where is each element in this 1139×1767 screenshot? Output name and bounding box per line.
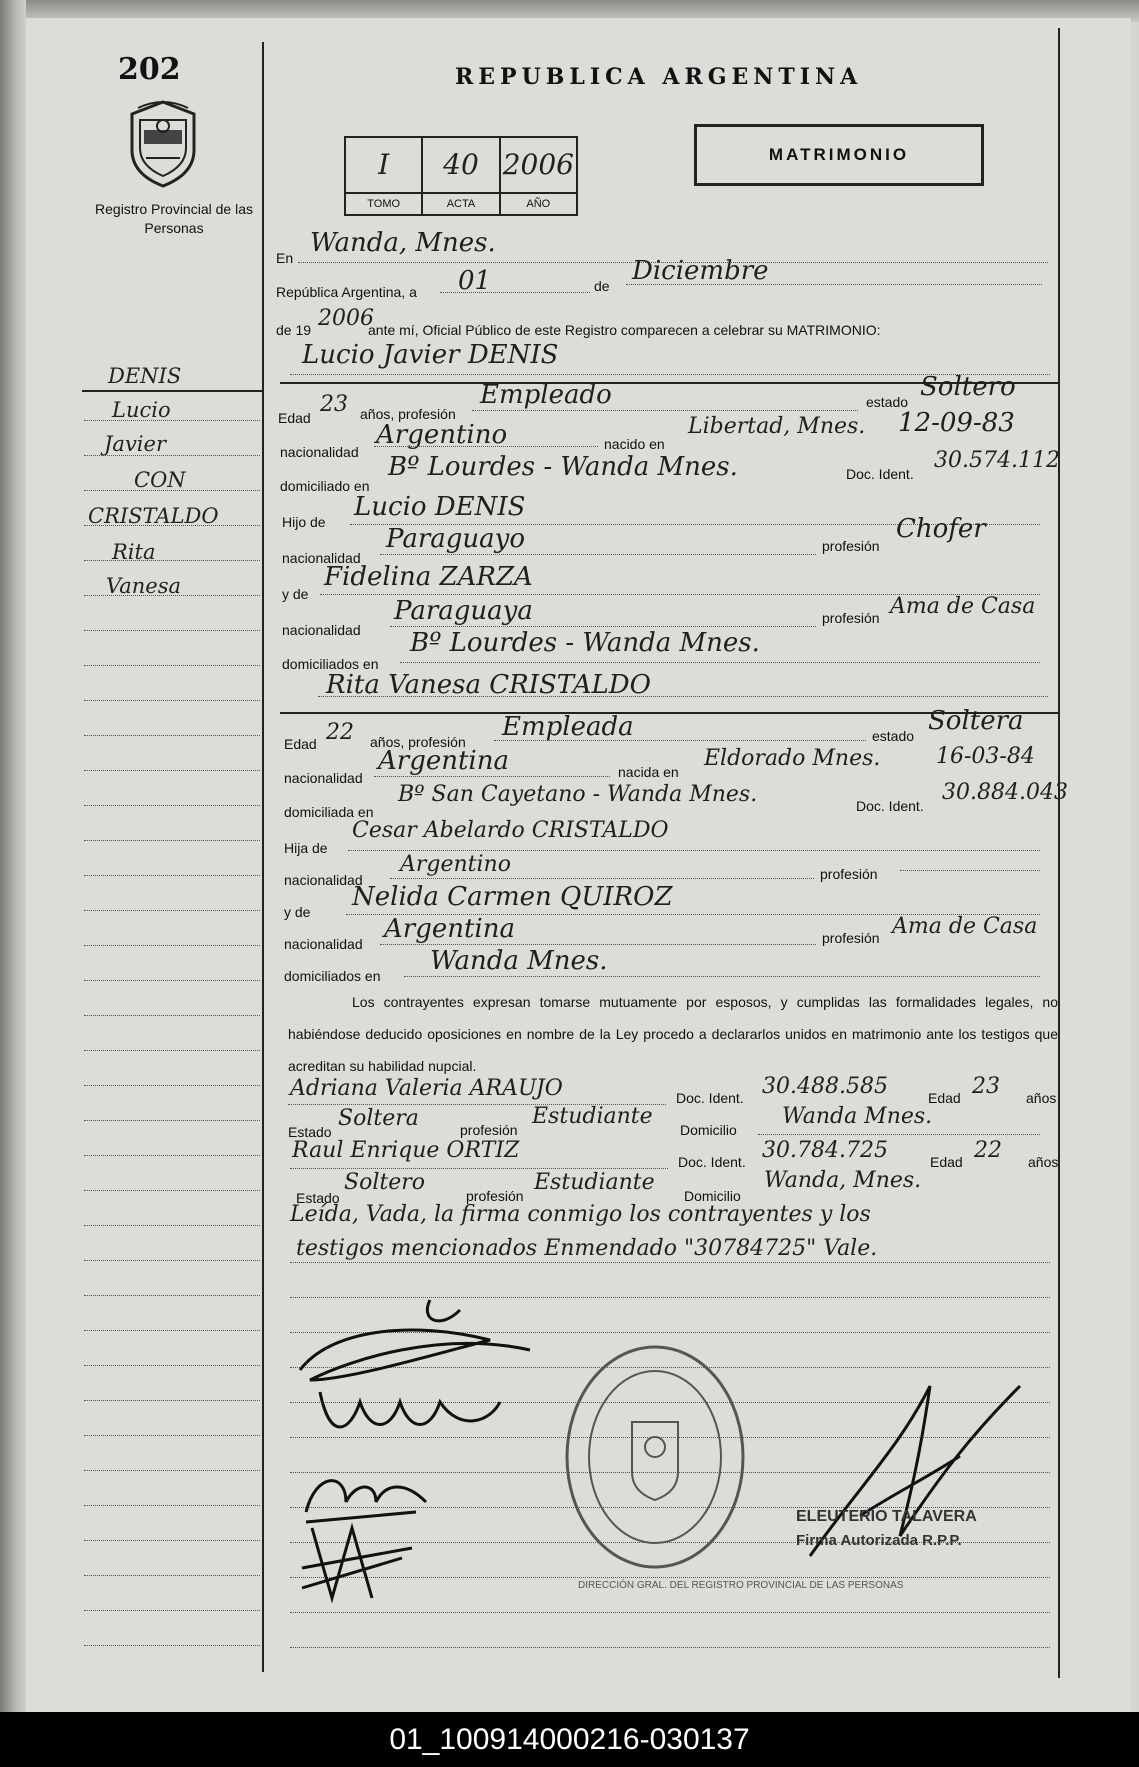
bride-parents-address-line: [404, 976, 1040, 977]
witness-2-address: Wanda, Mnes.: [764, 1168, 922, 1193]
margin-ruled-line: [84, 945, 260, 946]
witness-2-profesion-label: profesión: [466, 1188, 524, 1204]
republica-label: República Argentina, a: [276, 284, 417, 300]
official-title: Firma Autorizada R.P.P.: [796, 1532, 962, 1549]
bride-domiciliada-label: domiciliada en: [284, 804, 374, 820]
groom-doc-number: 30.574.112: [934, 448, 1060, 473]
groom-nationality-line: [374, 446, 598, 447]
witness-1-doc-label: Doc. Ident.: [676, 1090, 744, 1106]
witness-1-doc-number: 30.488.585: [762, 1074, 888, 1099]
groom-mother-nacionalidad-label: nacionalidad: [282, 622, 361, 638]
bride-nationality-line: [374, 776, 610, 777]
bride-father-profesion-label: profesión: [820, 866, 878, 882]
bride-full-name: Rita Vanesa CRISTALDO: [326, 670, 651, 700]
witness-1-civil-status: Soltera: [338, 1106, 419, 1131]
margin-ruled-line: [84, 1330, 260, 1331]
margin-ruled-line: [84, 1085, 260, 1086]
bride-mother-nationality-line: [380, 944, 816, 945]
groom-nacionalidad-label: nacionalidad: [280, 444, 359, 460]
bride-birthdate: 16-03-84: [936, 744, 1035, 769]
official-name: ELEUTERIO TALAVERA: [796, 1508, 977, 1525]
margin-ruled-line: [84, 455, 260, 456]
bride-father-nacionalidad-label: nacionalidad: [284, 872, 363, 888]
folio-number: 202: [118, 52, 181, 87]
margin-ruled-line: [84, 840, 260, 841]
margin-ruled-line: [84, 1610, 260, 1611]
bride-mother-nationality: Argentina: [384, 914, 515, 944]
groom-father-nationality: Paraguayo: [386, 524, 525, 554]
margin-ruled-line: [84, 560, 260, 561]
bride-father-name: Cesar Abelardo CRISTALDO: [352, 818, 669, 843]
bride-civil-status: Soltera: [928, 706, 1024, 736]
groom-address: Bº Lourdes - Wanda Mnes.: [388, 452, 738, 482]
bride-age: 22: [326, 720, 354, 745]
tomo-cell: [346, 138, 423, 214]
margin-header-rule: [82, 390, 262, 392]
bride-address: Bº San Cayetano - Wanda Mnes.: [398, 782, 758, 807]
marriage-day: 01: [458, 266, 492, 296]
signature-2-icon: [310, 1372, 510, 1452]
tomo-acta-year-box: [344, 136, 578, 216]
groom-domiciliados-label: domiciliados en: [282, 656, 379, 672]
left-column-rule: [262, 42, 264, 1672]
margin-ruled-line: [84, 665, 260, 666]
witness-1-age: 23: [972, 1074, 1000, 1099]
bride-father-nationality-line: [390, 878, 814, 879]
bride-hija-label: Hija de: [284, 840, 328, 856]
tomo-label: TOMO: [346, 192, 421, 214]
seal-text: DIRECCIÓN GRAL. DEL REGISTRO PROVINCIAL DE LAS PERSONAS: [578, 1580, 904, 1591]
tomo-value: I: [378, 148, 390, 181]
acta-label: ACTA: [423, 192, 498, 214]
witness-1-profession: Estudiante: [532, 1104, 653, 1129]
groom-doc-label: Doc. Ident.: [846, 466, 914, 482]
bride-mother-profession: Ama de Casa: [892, 914, 1038, 939]
groom-parents-address: Bº Lourdes - Wanda Mnes.: [410, 628, 760, 658]
groom-yde-label: y de: [282, 586, 309, 602]
year-value: 2006: [502, 148, 574, 181]
groom-mother-profesion-label: profesión: [822, 610, 880, 626]
closing-note-line-1: Leída, Vada, la firma conmigo los contrayentes y los: [290, 1202, 871, 1227]
margin-ruled-line: [84, 1400, 260, 1401]
bride-domiciliados-label: domiciliados en: [284, 968, 381, 984]
margin-ruled-line: [84, 1575, 260, 1576]
body-ruled-line: [290, 1647, 1050, 1648]
witness-2-name: Raul Enrique ORTIZ: [292, 1138, 520, 1163]
bride-mother-nacionalidad-label: nacionalidad: [284, 936, 363, 952]
margin-ruled-line: [84, 1470, 260, 1471]
witness-1-profesion-label: profesión: [460, 1122, 518, 1138]
margin-ruled-line: [84, 1260, 260, 1261]
marriage-year: 2006: [318, 306, 374, 331]
groom-mother-name: Fidelina ZARZA: [324, 562, 533, 592]
witness-1-address-line: [758, 1134, 1040, 1135]
declaration-text: Los contrayentes expresan tomarse mutuamente por esposos, y cumplidas las formalidades legales, no habiéndose deducido oposiciones en nombre de la Ley procedo a declararlos unidos en matrimonio ante los testigos que acreditan su habilidad nupcial.: [288, 994, 1058, 1074]
witness-2-civil-status: Soltero: [344, 1170, 425, 1195]
margin-name-1: Lucio: [112, 398, 171, 422]
groom-hijo-label: Hijo de: [282, 514, 326, 530]
margin-ruled-line: [84, 1645, 260, 1646]
margin-ruled-line: [84, 595, 260, 596]
right-column-rule: [1058, 28, 1060, 1678]
margin-ruled-line: [84, 1050, 260, 1051]
groom-profession: Empleado: [480, 380, 612, 410]
margin-ruled-line: [84, 735, 260, 736]
margin-ruled-line: [84, 1015, 260, 1016]
groom-estado-label: estado: [866, 394, 909, 410]
month-line: [626, 284, 1042, 285]
body-ruled-line: [290, 1612, 1050, 1613]
record-type-box: MATRIMONIO: [694, 124, 984, 186]
year-label: AÑO: [501, 192, 576, 214]
scan-identifier: 01_100914000216-030137: [389, 1723, 750, 1756]
margin-ruled-line: [84, 875, 260, 876]
witness-1-estado-label: Estado: [288, 1124, 332, 1140]
margin-name-2: Javier: [104, 432, 166, 456]
groom-mother-profession: Ama de Casa: [890, 594, 1036, 619]
margin-ruled-line: [84, 1225, 260, 1226]
bride-doc-label: Doc. Ident.: [856, 798, 924, 814]
bride-father-nationality: Argentino: [400, 852, 511, 877]
margin-ruled-line: [84, 525, 260, 526]
witness-1-anos-label: años: [1026, 1090, 1057, 1106]
witness-1-edad-label: Edad: [928, 1090, 961, 1106]
groom-mother-nationality-line: [390, 626, 816, 627]
bride-parents-address: Wanda Mnes.: [430, 946, 608, 976]
de-label: de: [594, 278, 610, 294]
margin-ruled-line: [84, 910, 260, 911]
groom-father-name: Lucio DENIS: [354, 492, 526, 522]
witness-2-doc-label: Doc. Ident.: [678, 1154, 746, 1170]
witness-1-domicilio-label: Domicilio: [680, 1122, 737, 1138]
witness-2-domicilio-label: Domicilio: [684, 1188, 741, 1204]
margin-ruled-line: [84, 1435, 260, 1436]
margin-ruled-line: [84, 980, 260, 981]
groom-nacido-label: nacido en: [604, 436, 665, 452]
margin-name-5: Vanesa: [106, 574, 182, 598]
margin-con: CON: [134, 468, 186, 492]
day-line: [440, 292, 590, 293]
margin-ruled-line: [84, 490, 260, 491]
provincial-crest-icon: [124, 98, 202, 190]
witness-2-doc-number: 30.784.725: [762, 1138, 888, 1163]
groom-parents-address-line: [400, 662, 1040, 663]
bride-mother-name: Nelida Carmen QUIROZ: [352, 882, 673, 912]
margin-ruled-line: [84, 420, 260, 421]
margin-ruled-line: [84, 1365, 260, 1366]
bride-anos-label: años, profesión: [370, 734, 466, 750]
witness-1-name: Adriana Valeria ARAUJO: [290, 1076, 563, 1101]
witness-2-profession: Estudiante: [534, 1170, 655, 1195]
witness-2-name-line: [290, 1168, 668, 1169]
margin-ruled-line: [84, 1295, 260, 1296]
margin-surname: DENIS: [108, 364, 182, 388]
en-label: En: [276, 250, 294, 266]
margin-ruled-line: [84, 805, 260, 806]
margin-name-4: Rita: [112, 540, 156, 564]
marriage-month: Diciembre: [632, 256, 769, 286]
margin-ruled-line: [84, 770, 260, 771]
groom-nationality: Argentino: [376, 420, 508, 450]
bride-name-line: [318, 696, 1048, 697]
witness-1-address: Wanda Mnes.: [782, 1104, 933, 1129]
acta-value: 40: [443, 148, 479, 181]
bride-nacida-label: nacida en: [618, 764, 679, 780]
groom-age: 23: [320, 392, 348, 417]
witness-2-anos-label: años: [1028, 1154, 1059, 1170]
groom-anos-label: años, profesión: [360, 406, 456, 422]
acta-cell: [423, 138, 500, 214]
marriage-place: Wanda, Mnes.: [310, 228, 496, 258]
bride-profession: Empleada: [502, 712, 634, 742]
bride-yde-label: y de: [284, 904, 311, 920]
comparecen-text: ante mí, Oficial Público de este Registro comparecen a celebrar su MATRIMONIO:: [368, 322, 881, 338]
book-binding: [0, 0, 26, 1712]
groom-mother-nationality: Paraguaya: [394, 596, 533, 626]
groom-profession-line: [472, 410, 858, 411]
bride-nationality: Argentina: [378, 746, 509, 776]
registry-name: Registro Provincial de las Personas: [95, 201, 253, 236]
margin-ruled-line: [84, 1190, 260, 1191]
bride-father-profession-line: [900, 870, 1040, 871]
country-title: REPUBLICA ARGENTINA: [455, 64, 863, 90]
witness-2-age: 22: [974, 1138, 1002, 1163]
official-seal-icon: [562, 1342, 748, 1572]
margin-ruled-line: [84, 1120, 260, 1121]
year-cell: [501, 138, 576, 214]
groom-father-nacionalidad-label: nacionalidad: [282, 550, 361, 566]
margin-ruled-line: [84, 1505, 260, 1506]
groom-father-nationality-line: [380, 554, 816, 555]
bride-nacionalidad-label: nacionalidad: [284, 770, 363, 786]
bride-profession-line: [494, 740, 866, 741]
bride-doc-number: 30.884.043: [942, 780, 1068, 805]
signature-4-icon: [292, 1518, 422, 1608]
margin-ruled-line: [84, 700, 260, 701]
margin-ruled-line: [84, 1540, 260, 1541]
groom-father-profesion-label: profesión: [822, 538, 880, 554]
groom-full-name: Lucio Javier DENIS: [302, 340, 559, 370]
bride-edad-label: Edad: [284, 736, 317, 752]
margin-ruled-line: [84, 630, 260, 631]
witness-2-estado-label: Estado: [296, 1190, 340, 1206]
year-prefix-label: de 19: [276, 322, 312, 338]
bride-mother-profesion-label: profesión: [822, 930, 880, 946]
groom-domiciliado-label: domiciliado en: [280, 478, 370, 494]
bride-father-line: [348, 850, 1040, 851]
groom-birthdate: 12-09-83: [898, 408, 1015, 438]
bride-birthplace: Eldorado Mnes.: [704, 746, 881, 771]
groom-father-profession: Chofer: [896, 514, 986, 544]
closing-note-line-2: testigos mencionados Enmendado "30784725" Vale.: [296, 1236, 878, 1261]
body-ruled-line: [290, 1262, 1050, 1263]
margin-name-3: CRISTALDO: [88, 504, 219, 528]
groom-birthplace: Libertad, Mnes.: [688, 414, 866, 439]
bride-estado-label: estado: [872, 728, 915, 744]
margin-ruled-line: [84, 1155, 260, 1156]
groom-edad-label: Edad: [278, 410, 311, 426]
witness-2-edad-label: Edad: [930, 1154, 963, 1170]
groom-civil-status: Soltero: [920, 372, 1016, 402]
